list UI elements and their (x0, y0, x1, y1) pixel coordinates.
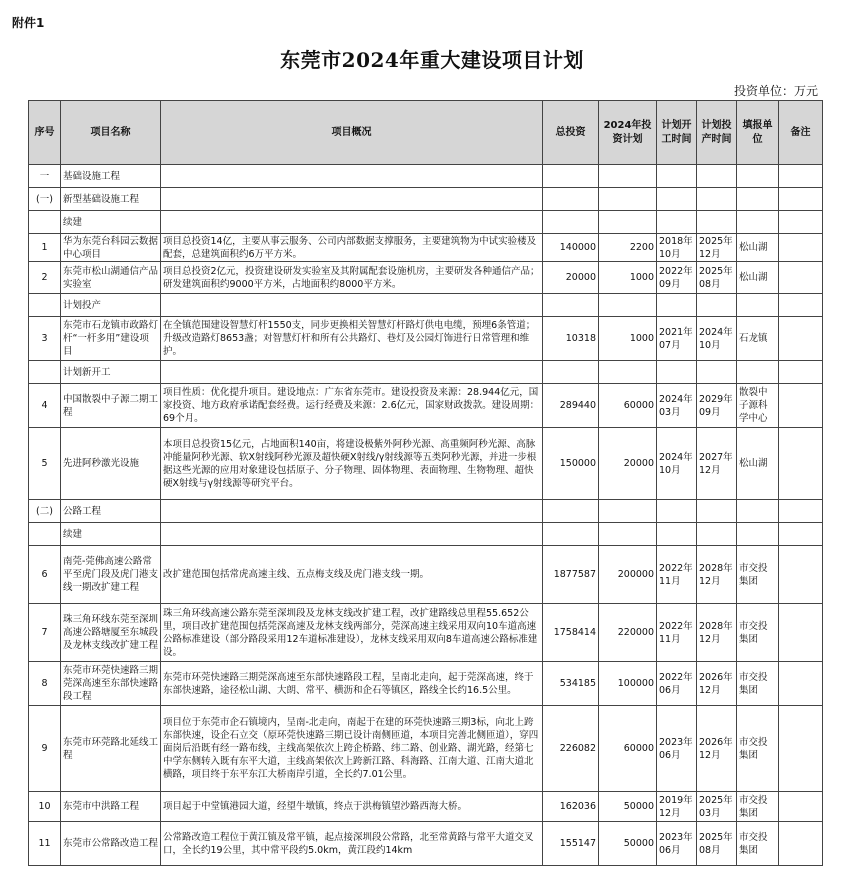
cell-start: 2024年03月 (657, 384, 697, 428)
cell-note (779, 234, 823, 262)
table-row (29, 822, 823, 866)
header-seq: 序号 (29, 101, 61, 165)
investment-unit-label: 投资单位：万元 (733, 84, 818, 98)
cell-unit: 市交投集团 (737, 706, 779, 792)
subsection-name: 计划新开工 (61, 361, 161, 384)
subsection-name: 计划投产 (61, 294, 161, 317)
subsection-row (29, 211, 823, 234)
cell-complete: 2028年12月 (697, 546, 737, 604)
cell-unit: 市交投集团 (737, 604, 779, 662)
section-name: 新型基础设施工程 (61, 188, 161, 211)
cell-unit: 松山湖 (737, 428, 779, 500)
section-name: 公路工程 (61, 500, 161, 523)
cell-plan2024: 60000 (599, 384, 657, 428)
cell-plan2024: 200000 (599, 546, 657, 604)
table-row (29, 706, 823, 792)
cell-start: 2018年10月 (657, 234, 697, 262)
subsection-row (29, 294, 823, 317)
cell-unit: 石龙镇 (737, 317, 779, 361)
cell-name: 东莞市松山湖通信产品实验室 (61, 262, 161, 294)
cell-seq: 4 (29, 384, 61, 428)
cell-name: 东莞市中洪路工程 (61, 792, 161, 822)
cell-complete: 2025年08月 (697, 262, 737, 294)
page-title: 东莞市2024年重大建设项目计划 (280, 48, 584, 72)
cell-total: 289440 (543, 384, 599, 428)
cell-unit: 市交投集团 (737, 822, 779, 866)
cell-plan2024: 60000 (599, 706, 657, 792)
cell-plan2024: 20000 (599, 428, 657, 500)
cell-note (779, 822, 823, 866)
cell-unit: 市交投集团 (737, 792, 779, 822)
subsection-name: 续建 (61, 211, 161, 234)
cell-name: 珠三角环线东莞至深圳高速公路塘厦至东城段及龙林支线改扩建工程 (61, 604, 161, 662)
cell-overview: 在全镇范围建设智慧灯杆1550支，同步更换相关智慧灯杆路灯供电电缆，预埋6条管道；升级改造路灯8653盏；对智慧灯杆和所有公共路灯、巷灯及公园灯饰进行日常管理和维护。 (161, 317, 543, 361)
cell-seq: 5 (29, 428, 61, 500)
cell-name: 先进阿秒激光设施 (61, 428, 161, 500)
cell-complete: 2024年10月 (697, 317, 737, 361)
cell-overview: 项目位于东莞市企石镇境内，呈南-北走向，南起于在建的环莞快速路三期3标，向北上跨东部快速，设企石立交（原环莞快速路三期已设计南侧匝道，本项目完善北侧匝道），穿四面岗后沿既有经一路布线，主线高架依次上跨企桥路、纬二路、创业路、湖光路，经第七中学东侧转入既有东平大道，主线高架依次上跨新江路、科海路、江南大道、江南大道北横路，项目终于东平东江大桥南岸引道，全长约7.01公里。 (161, 706, 543, 792)
cell-note (779, 792, 823, 822)
cell-seq: 6 (29, 546, 61, 604)
table-row (29, 546, 823, 604)
cell-seq: 11 (29, 822, 61, 866)
header-complete: 计划投产时间 (697, 101, 737, 165)
cell-start: 2023年06月 (657, 822, 697, 866)
cell-total: 150000 (543, 428, 599, 500)
section-seq: (二) (29, 500, 61, 523)
cell-unit: 市交投集团 (737, 546, 779, 604)
cell-plan2024: 1000 (599, 317, 657, 361)
cell-name: 东莞市环莞快速路三期莞深高速至东部快速路段工程 (61, 662, 161, 706)
cell-plan2024: 1000 (599, 262, 657, 294)
table-row (29, 428, 823, 500)
header-overview: 项目概况 (161, 101, 543, 165)
cell-start: 2019年12月 (657, 792, 697, 822)
cell-name: 东莞市环莞路北延线工程 (61, 706, 161, 792)
cell-complete: 2026年12月 (697, 662, 737, 706)
cell-overview: 项目性质：优化提升项目。建设地点：广东省东莞市。建设投资及来源：28.944亿元，国家投资、地方政府承诺配套经费。运行经费及来源：2.6亿元，国家财政拨款。建设周期：69个月。 (161, 384, 543, 428)
cell-start: 2024年10月 (657, 428, 697, 500)
cell-overview: 公常路改造工程位于黄江镇及常平镇，起点接深圳段公常路，北至常黄路与常平大道交叉口，全长约19公里，其中常平段约5.0km，黄江段约14km (161, 822, 543, 866)
table-row (29, 262, 823, 294)
section-row (29, 188, 823, 211)
cell-plan2024: 50000 (599, 792, 657, 822)
cell-overview: 改扩建范围包括常虎高速主线、五点梅支线及虎门港支线一期。 (161, 546, 543, 604)
cell-total: 162036 (543, 792, 599, 822)
cell-complete: 2028年12月 (697, 604, 737, 662)
cell-seq: 7 (29, 604, 61, 662)
cell-overview: 项目起于中堂镇港园大道，经望牛墩镇，终点于洪梅镇望沙路西海大桥。 (161, 792, 543, 822)
header-note: 备注 (779, 101, 823, 165)
project-table (28, 100, 823, 866)
cell-overview: 项目总投资2亿元，投资建设研发实验室及其附属配套设施机房，主要研发各种通信产品；研发建筑面积约9000平方米，占地面积约8000平方米。 (161, 262, 543, 294)
cell-total: 1758414 (543, 604, 599, 662)
cell-start: 2022年11月 (657, 546, 697, 604)
table-row (29, 792, 823, 822)
cell-total: 10318 (543, 317, 599, 361)
cell-seq: 1 (29, 234, 61, 262)
cell-unit: 松山湖 (737, 262, 779, 294)
cell-overview: 项目总投资14亿，主要从事云服务、公司内部数据支撑服务，主要建筑物为中试实验楼及配套，总建筑面积约6万平方米。 (161, 234, 543, 262)
subsection-name: 续建 (61, 523, 161, 546)
subsection-row (29, 361, 823, 384)
section-row (29, 500, 823, 523)
cell-name: 中国散裂中子源二期工程 (61, 384, 161, 428)
cell-name: 东莞市石龙镇市政路灯杆“一杆多用”建设项目 (61, 317, 161, 361)
cell-complete: 2027年12月 (697, 428, 737, 500)
cell-plan2024: 220000 (599, 604, 657, 662)
cell-seq: 3 (29, 317, 61, 361)
cell-total: 20000 (543, 262, 599, 294)
cell-name: 华为东莞台科园云数据中心项目 (61, 234, 161, 262)
table-row (29, 384, 823, 428)
header-name: 项目名称 (61, 101, 161, 165)
cell-complete: 2025年12月 (697, 234, 737, 262)
cell-note (779, 428, 823, 500)
cell-note (779, 317, 823, 361)
section-seq: 一 (29, 165, 61, 188)
cell-unit: 散裂中子源科学中心 (737, 384, 779, 428)
cell-start: 2022年09月 (657, 262, 697, 294)
cell-total: 155147 (543, 822, 599, 866)
cell-note (779, 546, 823, 604)
cell-unit: 松山湖 (737, 234, 779, 262)
cell-start: 2022年06月 (657, 662, 697, 706)
cell-start: 2021年07月 (657, 317, 697, 361)
cell-total: 1877587 (543, 546, 599, 604)
subsection-row (29, 523, 823, 546)
section-seq: (一) (29, 188, 61, 211)
cell-name: 南莞-莞佛高速公路常平至虎门段及虎门港支线一期改扩建工程 (61, 546, 161, 604)
cell-unit: 市交投集团 (737, 662, 779, 706)
table-row (29, 604, 823, 662)
table-row (29, 234, 823, 262)
section-row (29, 165, 823, 188)
cell-note (779, 662, 823, 706)
header-plan2024: 2024年投资计划 (599, 101, 657, 165)
cell-plan2024: 2200 (599, 234, 657, 262)
attachment-label: 附件1 (12, 16, 45, 30)
cell-complete: 2029年09月 (697, 384, 737, 428)
header-unit: 填报单位 (737, 101, 779, 165)
cell-plan2024: 50000 (599, 822, 657, 866)
cell-seq: 8 (29, 662, 61, 706)
cell-overview: 本项目总投资15亿元，占地面积140亩，将建设极紫外阿秒光源、高重频阿秒光源、高脉冲能量阿秒光源、软X射线阿秒光源及超快硬X射线/γ射线源等五类阿秒光源，并进一步根据这些光源的应用对象建设包括原子、分子物理、固体物理、表面物理、生物物理、超快硬X射线与γ射线源等研究平台。 (161, 428, 543, 500)
cell-total: 140000 (543, 234, 599, 262)
table-row (29, 662, 823, 706)
cell-note (779, 262, 823, 294)
cell-start: 2022年11月 (657, 604, 697, 662)
cell-seq: 10 (29, 792, 61, 822)
cell-overview: 东莞市环莞快速路三期莞深高速至东部快速路段工程，呈南北走向，起于莞深高速，终于东部快速路，途径松山湖、大朗、常平、横沥和企石等镇区，路线全长约16.5公里。 (161, 662, 543, 706)
cell-name: 东莞市公常路改造工程 (61, 822, 161, 866)
header-start: 计划开工时间 (657, 101, 697, 165)
cell-plan2024: 100000 (599, 662, 657, 706)
cell-note (779, 706, 823, 792)
table-row (29, 317, 823, 361)
section-name: 基础设施工程 (61, 165, 161, 188)
cell-complete: 2025年08月 (697, 822, 737, 866)
cell-seq: 9 (29, 706, 61, 792)
cell-total: 226082 (543, 706, 599, 792)
cell-overview: 珠三角环线高速公路东莞至深圳段及龙林支线改扩建工程，改扩建路线总里程55.652公里，项目改扩建范围包括莞深高速及龙林支线两部分，莞深高速主线采用双向10车道高速公路标准建设（部分路段采用12车道标准建设），龙林支线采用双向8车道高速公路标准建设。 (161, 604, 543, 662)
table-header-row (29, 101, 823, 165)
cell-note (779, 604, 823, 662)
cell-total: 534185 (543, 662, 599, 706)
cell-complete: 2025年03月 (697, 792, 737, 822)
cell-seq: 2 (29, 262, 61, 294)
cell-complete: 2026年12月 (697, 706, 737, 792)
header-total: 总投资 (543, 101, 599, 165)
cell-note (779, 384, 823, 428)
cell-start: 2023年06月 (657, 706, 697, 792)
